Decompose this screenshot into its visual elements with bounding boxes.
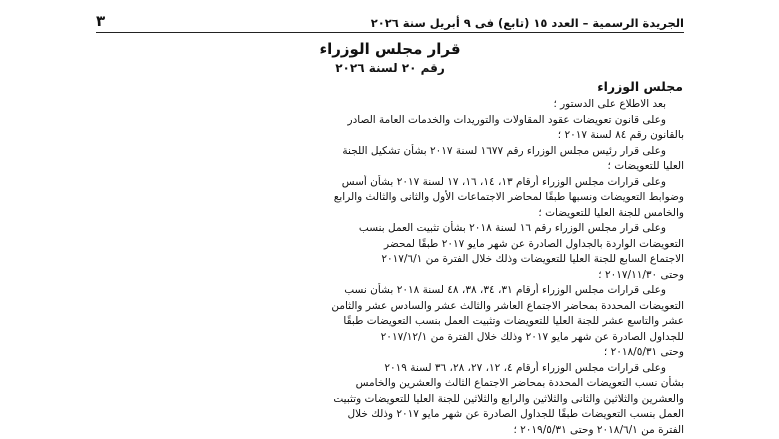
decree-body xyxy=(96,97,684,438)
paragraph-line: العليا للتعويضات ؛ xyxy=(607,160,684,172)
paragraph-6 xyxy=(96,283,684,361)
paragraph-line: عشر والتاسع عشر للجنة العليا للتعويضات وتثبيت العمل بنسب التعويضات طبقًا xyxy=(343,315,684,327)
paragraph-line: الاجتماع السابع للجنة العليا للتعويضات وذلك خلال الفترة من ٢٠١٧/٦/١ xyxy=(381,253,684,265)
paragraph-4 xyxy=(96,175,684,222)
paragraph-line: وعلى قانون تعويضات عقود المقاولات والتوريدات والخدمات العامة الصادر xyxy=(347,113,666,126)
paragraph-line: بعد الاطلاع على الدستور ؛ xyxy=(553,98,666,110)
paragraph-line: الفترة من ٢٠١٨/٦/١ وحتى ٢٠١٩/٥/٣١ ؛ xyxy=(513,423,684,436)
paragraph-line: بشأن نسب التعويضات المحددة بمحاضر الاجتماع الثالث والعشرين والخامس xyxy=(355,377,684,389)
paragraph-line: وعلى قرارات مجلس الوزراء أرقام ٣١، ٣٤، ٣٨، ٤٨ لسنة ٢٠١٨ بشأن نسب xyxy=(344,284,666,296)
gazette-header xyxy=(96,6,684,33)
paragraph-line: والخامس للجنة العليا للتعويضات ؛ xyxy=(538,206,684,219)
paragraph-line: وحتى ٢٠١٧/١١/٣٠ ؛ xyxy=(598,268,684,281)
section-heading: مجلس الوزراء xyxy=(597,79,683,94)
paragraph-line: التعويضات المحددة بمحاضر الاجتماع العاشر والثالث عشر والسادس عشر والثامن xyxy=(331,299,684,312)
paragraph-line: وضوابط التعويضات ونسبها طبقًا لمحاضر الاجتماعات الأول والثانى والثالث والرابع xyxy=(333,191,684,203)
paragraph-3 xyxy=(96,144,684,175)
paragraph-line: للجداول الصادرة عن شهر مايو ٢٠١٧ وذلك خلال الفترة من ٢٠١٧/١٢/١ xyxy=(380,330,684,343)
paragraph-7 xyxy=(96,361,684,439)
paragraph-line: وعلى قرارات مجلس الوزراء أرقام ٤، ١٢، ٢٧، ٢٨، ٣٦ لسنة ٢٠١٩ xyxy=(384,361,666,374)
page-number: ٣ xyxy=(96,12,106,30)
paragraph-2 xyxy=(96,113,684,144)
decree-title: قرار مجلس الوزراء xyxy=(319,40,461,58)
paragraph-line: وعلى قرارات مجلس الوزراء أرقام ١٣، ١٤، ١٦، ١٧ لسنة ٢٠١٧ بشأن أسس xyxy=(341,175,666,188)
paragraph-5 xyxy=(96,221,684,283)
paragraph-line: وعلى قرار مجلس الوزراء رقم ١٦ لسنة ٢٠١٨ بشأن تثبيت العمل بنسب xyxy=(358,222,666,234)
paragraph-1 xyxy=(96,97,684,113)
paragraph-line: والعشرين والثلاثين والثانى والثلاثين والرابع والثلاثين للجنة العليا للتعويضات وتثبيت xyxy=(333,392,684,405)
paragraph-line: بالقانون رقم ٨٤ لسنة ٢٠١٧ ؛ xyxy=(557,129,684,141)
paragraph-line: وعلى قرار رئيس مجلس الوزراء رقم ١٦٧٧ لسنة ٢٠١٧ بشأن تشكيل اللجنة xyxy=(342,144,666,157)
decree-number: رقم ٢٠ لسنة ٢٠٢٦ xyxy=(335,61,445,75)
paragraph-line: التعويضات الواردة بالجداول الصادرة عن شهر مايو ٢٠١٧ طبقًا لمحضر xyxy=(384,237,684,250)
paragraph-line: العمل بنسب التعويضات طبقًا للجداول الصادرة عن شهر مايو ٢٠١٧ وذلك خلال xyxy=(347,408,684,420)
gazette-header-text: الجريدة الرسمية – العدد ١٥ (تابع) فى ٩ أبريل سنة ٢٠٢٦ xyxy=(370,16,684,30)
paragraph-line: وحتى ٢٠١٨/٥/٣١ ؛ xyxy=(603,346,684,358)
